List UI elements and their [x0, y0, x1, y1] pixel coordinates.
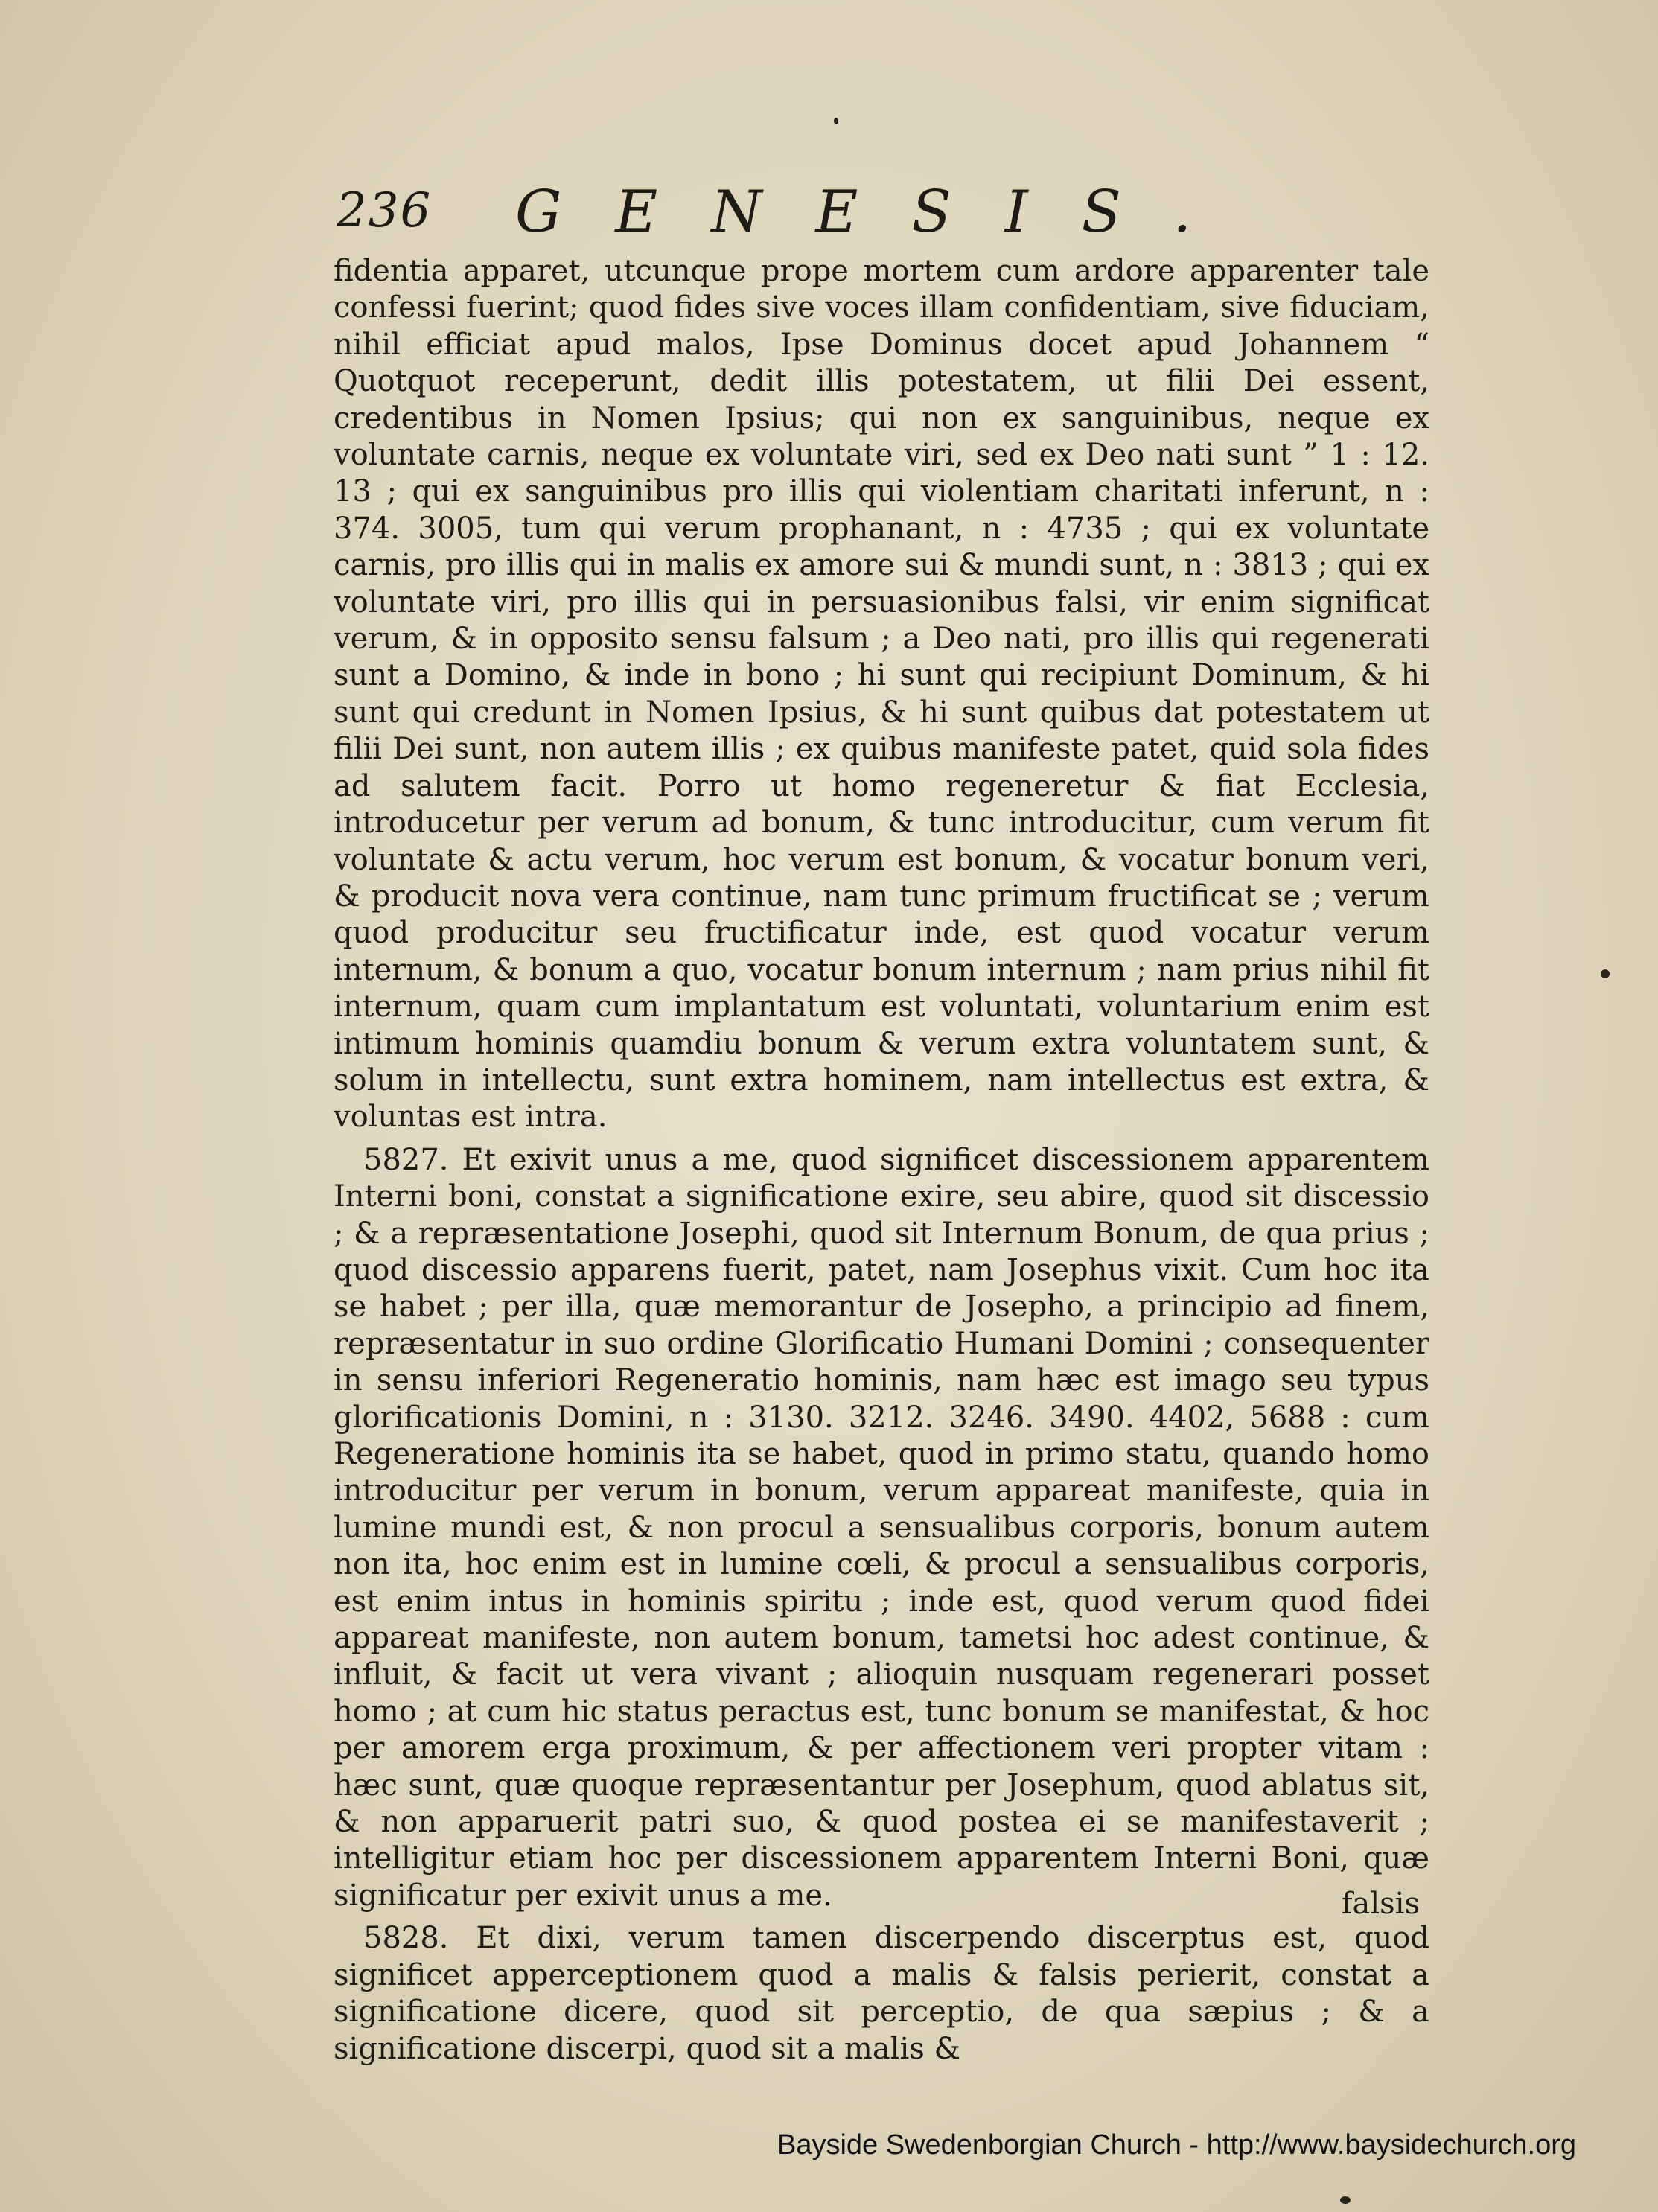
ink-speck — [1601, 969, 1610, 978]
paragraph-text: Et exivit unus a me, quod significet discessionem apparentem Interni boni, constat a significatione exire, seu abire, quod sit discessio ; & a repræsentatione Josephi, quod sit Internum Bonum, de qua prius ; quod discessio apparens fuerit, patet, nam Josephus vixit. Cum hoc ita se habet ; per illa, quæ memorantur de Josepho, a principio ad finem, repræsentatur in suo ordine Glorificatio Humani Domini ; consequenter in sensu inferiori Regeneratio hominis, nam hæc est imago seu typus glorificationis Domini, n : 3130. 3212. 3246. 3490. 4402, 5688 : cum Regeneratione hominis ita se habet, quod in primo statu, quando homo introducitur per verum in bonum, verum appareat manifeste, quia in lumine mundi est, & non procul a sensualibus corporis, bonum autem non ita, hoc enim est in lumine cœli, & procul a sensualibus corporis, est enim intus in hominis spiritu ; inde est, quod verum quod fidei appareat manifeste, non autem bonum, tametsi hoc adest continue, & influit, & facit ut vera vivant ; alioquin nusquam regenerari posset homo ; at cum hic status peractus est, tunc bonum se manifestat, & hoc per amorem erga proximum, & per affectionem veri propter vitam : hæc sunt, quæ quoque repræsentantur per Josephum, quod ablatus sit, & non apparuerit patri suo, & quod postea ei se manifestaverit ; intelligitur etiam hoc per discessionem apparentem Interni Boni, quæ significatur per exivit unus a me. — [334, 1142, 1429, 1913]
paragraph-continuation — [334, 253, 1429, 1136]
paragraph-5827 — [334, 1142, 1429, 1915]
catchword: falsis — [1341, 1887, 1420, 1921]
body-text — [334, 253, 1429, 2068]
page-header — [337, 179, 1379, 253]
ink-speck — [834, 118, 838, 124]
running-title: GENESIS. — [515, 179, 1246, 246]
paragraph-number: 5828. — [363, 1921, 449, 1956]
ink-speck — [1340, 2196, 1351, 2204]
paragraph-text: Et dixi, verum tamen discerpendo discerptus est, quod significet apperceptionem quod a malis & falsis perierit, constat a significatione dicere, quod sit perceptio, de qua sæpius ; & a significatione discerpi, quod sit a malis & — [334, 1921, 1430, 2066]
page-number: 236 — [337, 183, 433, 238]
source-credit: Bayside Swedenborgian Church - http://www.baysidechurch.org — [777, 2129, 1576, 2161]
paragraph-5828 — [334, 1920, 1429, 2068]
paragraph-number: 5827. — [363, 1142, 449, 1177]
paragraph-text: fidentia apparet, utcunque prope mortem cum ardore apparenter tale confessi fuerint; quod fides sive voces illam confidentiam, sive fiduciam, nihil efficiat apud malos, Ipse Dominus docet apud Johannem “ Quotquot receperunt, dedit illis potestatem, ut filii Dei essent, credentibus in Nomen Ipsius; qui non ex sanguinibus, neque ex voluntate carnis, neque ex voluntate viri, sed ex Deo nati sunt ” 1 : 12. 13 ; qui ex sanguinibus pro illis qui violentiam charitati inferunt, n : 374. 3005, tum qui verum prophanant, n : 4735 ; qui ex voluntate carnis, pro illis qui in malis ex amore sui & mundi sunt, n : 3813 ; qui ex voluntate viri, pro illis qui in persuasionibus falsi, vir enim significat verum, & in opposito sensu falsum ; a Deo nati, pro illis qui regenerati sunt a Domino, & inde in bono ; hi sunt qui recipiunt Dominum, & hi sunt qui credunt in Nomen Ipsius, & hi sunt quibus dat potestatem ut filii Dei sunt, non autem illis ; ex quibus manifeste patet, quid sola fides ad salutem facit. Porro ut homo regeneretur & fiat Ecclesia, introducetur per verum ad bonum, & tunc introducitur, cum verum fit voluntate & actu verum, hoc verum est bonum, & vocatur bonum veri, & producit nova vera continue, nam tunc primum fructificat se ; verum quod producitur seu fructificatur inde, est quod vocatur verum internum, & bonum a quo, vocatur bonum internum ; nam prius nihil fit internum, quam cum implantatum est voluntati, voluntarium enim est intimum hominis quamdiu bonum & verum extra voluntatem sunt, & solum in intellectu, sunt extra hominem, nam intellectus est extra, & voluntas est intra. — [334, 254, 1429, 1135]
